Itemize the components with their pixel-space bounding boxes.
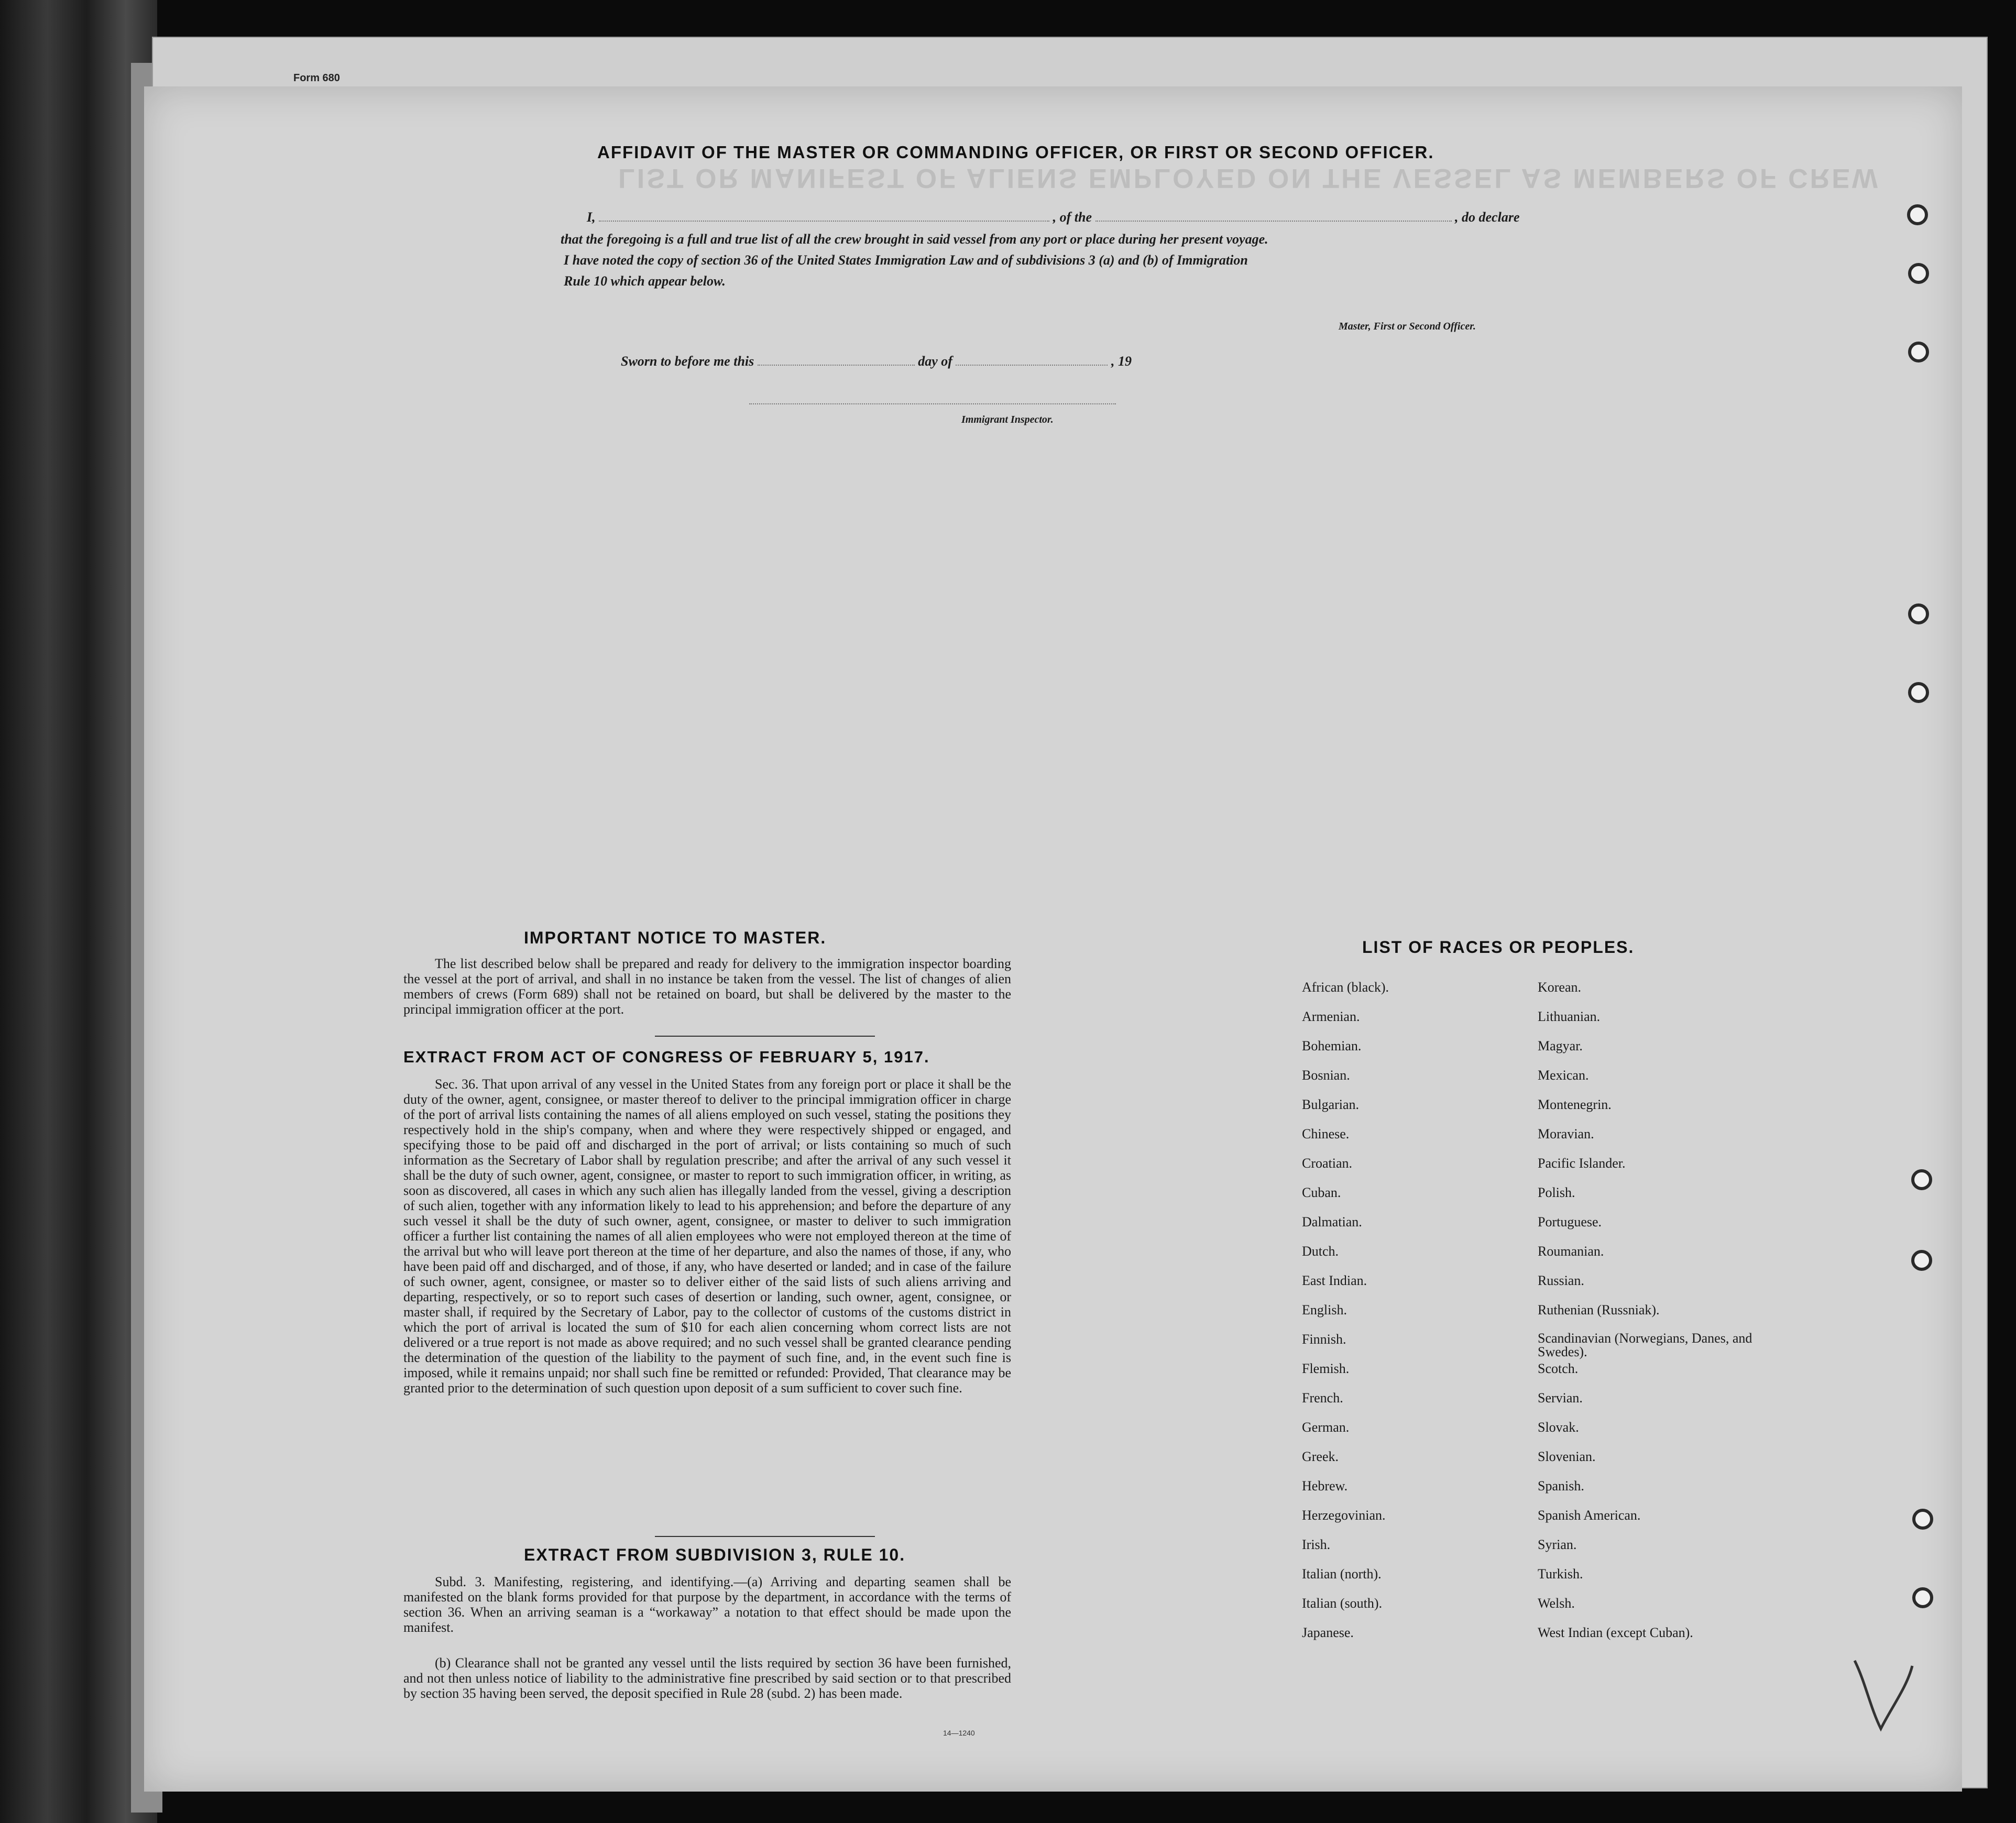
affidavit-line-2: that the foregoing is a full and true list of all the crew brought in said vessel from any port or place during her present voyage. (561, 232, 1268, 247)
race-item: Dutch. (1302, 1244, 1339, 1259)
vessel-field[interactable] (1095, 221, 1452, 222)
extract-rule-text-a: Subd. 3. Manifesting, registering, and identifying.—(a) Arriving and departing seamen shall be manifested on the blank forms provided for that purpose by the department, in accordance with the terms of section 36. When an arriving seaman is a “workaway” a notation to that effect should be made upon the manifest. (403, 1574, 1011, 1635)
race-item: Turkish. (1538, 1566, 1583, 1582)
punch-hole-icon (1911, 1250, 1932, 1271)
sworn-day-field[interactable] (758, 365, 915, 366)
race-item: Japanese. (1302, 1625, 1354, 1640)
name-field[interactable] (599, 221, 1049, 222)
race-item: Portuguese. (1538, 1214, 1602, 1229)
race-item: Syrian. (1538, 1537, 1577, 1552)
race-item: Bulgarian. (1302, 1097, 1360, 1112)
race-item: Roumanian. (1538, 1244, 1604, 1259)
document-page (144, 86, 1962, 1792)
affidavit-declare: , do declare (1455, 210, 1520, 225)
race-item: Magyar. (1538, 1038, 1583, 1053)
affidavit-i: I, (587, 210, 596, 225)
race-item: Russian. (1538, 1273, 1584, 1288)
punch-hole-icon (1911, 1169, 1932, 1190)
race-item: Ruthenian (Russniak). (1538, 1302, 1660, 1317)
form-print-code: 14—1240 (943, 1729, 975, 1737)
punch-hole-icon (1908, 682, 1929, 703)
race-item: Scandinavian (Norwegians, Danes, and Swedes). (1538, 1331, 1752, 1359)
affidavit-line-3: I have noted the copy of section 36 of the United States Immigration Law and of subdivisions 3 (a) and (b) of Immigration (564, 252, 1248, 268)
race-item: French. (1302, 1390, 1343, 1405)
race-item: Cuban. (1302, 1185, 1341, 1200)
race-item: Herzegovinian. (1302, 1508, 1386, 1523)
inspector-signature-line[interactable] (749, 403, 1116, 404)
race-item: Lithuanian. (1538, 1009, 1601, 1024)
race-item: Italian (north). (1302, 1566, 1382, 1582)
race-item: Servian. (1538, 1390, 1583, 1405)
affidavit-line-4: Rule 10 which appear below. (564, 273, 726, 289)
race-item: German. (1302, 1420, 1350, 1435)
race-item: Finnish. (1302, 1332, 1346, 1347)
race-item: English. (1302, 1302, 1347, 1317)
sworn-text: Sworn to before me this (621, 354, 754, 369)
affidavit-of-the: , of the (1053, 210, 1092, 225)
races-title: LIST OF RACES OR PEOPLES. (1362, 938, 1635, 957)
race-item: Bohemian. (1302, 1038, 1362, 1053)
master-signature-label: Master, First or Second Officer. (1339, 321, 1476, 332)
bleedthrough-text: LIST OR MANIFEST OF ALIENS EMPLOYED ON THE VESSEL AS MEMBERS OF CREW (618, 163, 1880, 193)
race-item: Moravian. (1538, 1126, 1594, 1141)
punch-hole-icon (1907, 204, 1928, 225)
race-item: Flemish. (1302, 1361, 1350, 1376)
inspector-signature-label: Immigrant Inspector. (961, 414, 1054, 425)
punch-hole-icon (1912, 1509, 1933, 1530)
race-item: Irish. (1302, 1537, 1331, 1552)
race-item: Italian (south). (1302, 1596, 1383, 1611)
form-number: Form 680 (293, 72, 340, 84)
affidavit-line-1 (587, 210, 1519, 225)
race-item: Pacific Islander. (1538, 1156, 1626, 1171)
race-item: Hebrew. (1302, 1478, 1348, 1493)
race-item: Bosnian. (1302, 1068, 1350, 1083)
race-item: Polish. (1538, 1185, 1575, 1200)
sworn-line (621, 354, 1132, 369)
race-item: Dalmatian. (1302, 1214, 1362, 1229)
race-item: Welsh. (1538, 1596, 1575, 1611)
affidavit-title: AFFIDAVIT OF THE MASTER OR COMMANDING OFFICER, OR FIRST OR SECOND OFFICER. (597, 142, 1434, 162)
race-item: Spanish. (1538, 1478, 1584, 1493)
pen-mark-icon (1834, 1650, 1938, 1744)
extract-act-text: Sec. 36. That upon arrival of any vessel in the United States from any foreign port or place it shall be the duty of the owner, agent, consignee, or master thereof to deliver to the principal immigration officer in charge of the port of arrival lists containing the names of all aliens employed on such vessel, stating the positions they respectively hold in the ship's company, when and where they were respectively shipped or engaged, and specifying those to be paid off and discharged in the port of arrival; or lists containing so much of such information as the Secretary of Labor shall by regulation prescribe; and after the arrival of any such vessel it shall be the duty of such owner, agent, consignee, or master to report to such immigration officer, in writing, as soon as discovered, all cases in which any such alien has illegally landed from the vessel, giving a description of such alien, together with any information likely to lead to his apprehension; and before the departure of any such vessel it shall be the duty of such owner, agent, consignee, or master to deliver to such immigration officer a further list containing the names of all alien employees who were not employed thereon at the time of the arrival but who will leave port thereon at the time of her departure, and also the names of those, if any, who have been paid off and discharged, and of those, if any, who have deserted or landed; and in case of the failure of such owner, agent, consignee, or master so to deliver either of the said lists of such aliens arriving and departing, respectively, or so to report such cases of desertion or landing, such owner, agent, consignee, or master shall, if required by the Secretary of Labor, pay to the collector of customs of the customs district in which the port of arrival is located the sum of $10 for each alien concerning whom correct lists are not delivered or a true report is not made as above required; and no such vessel shall be granted clearance pending the determination of the question of the liability to the payment of such fine, and, in the event such fine is imposed, while it remains unpaid; nor shall such fine be remitted or refunded: Provided, That clearance may be granted prior to the determination of such question upon deposit of a sum sufficient to cover such fine. (403, 1077, 1011, 1396)
race-item: Greek. (1302, 1449, 1339, 1464)
notice-text: The list described below shall be prepared and ready for delivery to the immigration inspector boarding the vessel at the port of arrival, and shall in no instance be taken from the vessel. The list of changes of alien members of crews (Form 689) shall not be retained on board, but shall be delivered by the master to the principal immigration officer at the port. (403, 956, 1011, 1017)
extract-rule-text-b: (b) Clearance shall not be granted any vessel until the lists required by section 36 have been furnished, and not then unless notice of liability to the administrative fine prescribed by said section or to that prescribed by section 35 having been served, the deposit specified in Rule 28 (subd. 2) has been made. (403, 1655, 1011, 1701)
divider (655, 1536, 875, 1537)
race-item: Slovenian. (1538, 1449, 1596, 1464)
sworn-month-field[interactable] (956, 365, 1108, 366)
race-item: Slovak. (1538, 1420, 1579, 1435)
race-item: Chinese. (1302, 1126, 1350, 1141)
race-item: Korean. (1538, 980, 1582, 995)
punch-hole-icon (1908, 263, 1929, 284)
punch-hole-icon (1908, 603, 1929, 624)
punch-hole-icon (1908, 342, 1929, 363)
race-item: West Indian (except Cuban). (1538, 1625, 1693, 1640)
day-of-text: day of (918, 354, 952, 369)
race-item: Mexican. (1538, 1068, 1589, 1083)
race-item: African (black). (1302, 980, 1389, 995)
notice-title: IMPORTANT NOTICE TO MASTER. (524, 928, 827, 947)
race-item: Armenian. (1302, 1009, 1360, 1024)
race-item: Croatian. (1302, 1156, 1353, 1171)
race-item: Montenegrin. (1538, 1097, 1612, 1112)
divider (655, 1036, 875, 1037)
extract-act-title: EXTRACT FROM ACT OF CONGRESS OF FEBRUARY 5, 1917. (403, 1048, 930, 1066)
year-text: , 19 (1111, 354, 1132, 369)
race-item: Spanish American. (1538, 1508, 1641, 1523)
punch-hole-icon (1912, 1587, 1933, 1608)
race-item: Scotch. (1538, 1361, 1579, 1376)
extract-rule-title: EXTRACT FROM SUBDIVISION 3, RULE 10. (524, 1545, 906, 1564)
race-item: East Indian. (1302, 1273, 1367, 1288)
